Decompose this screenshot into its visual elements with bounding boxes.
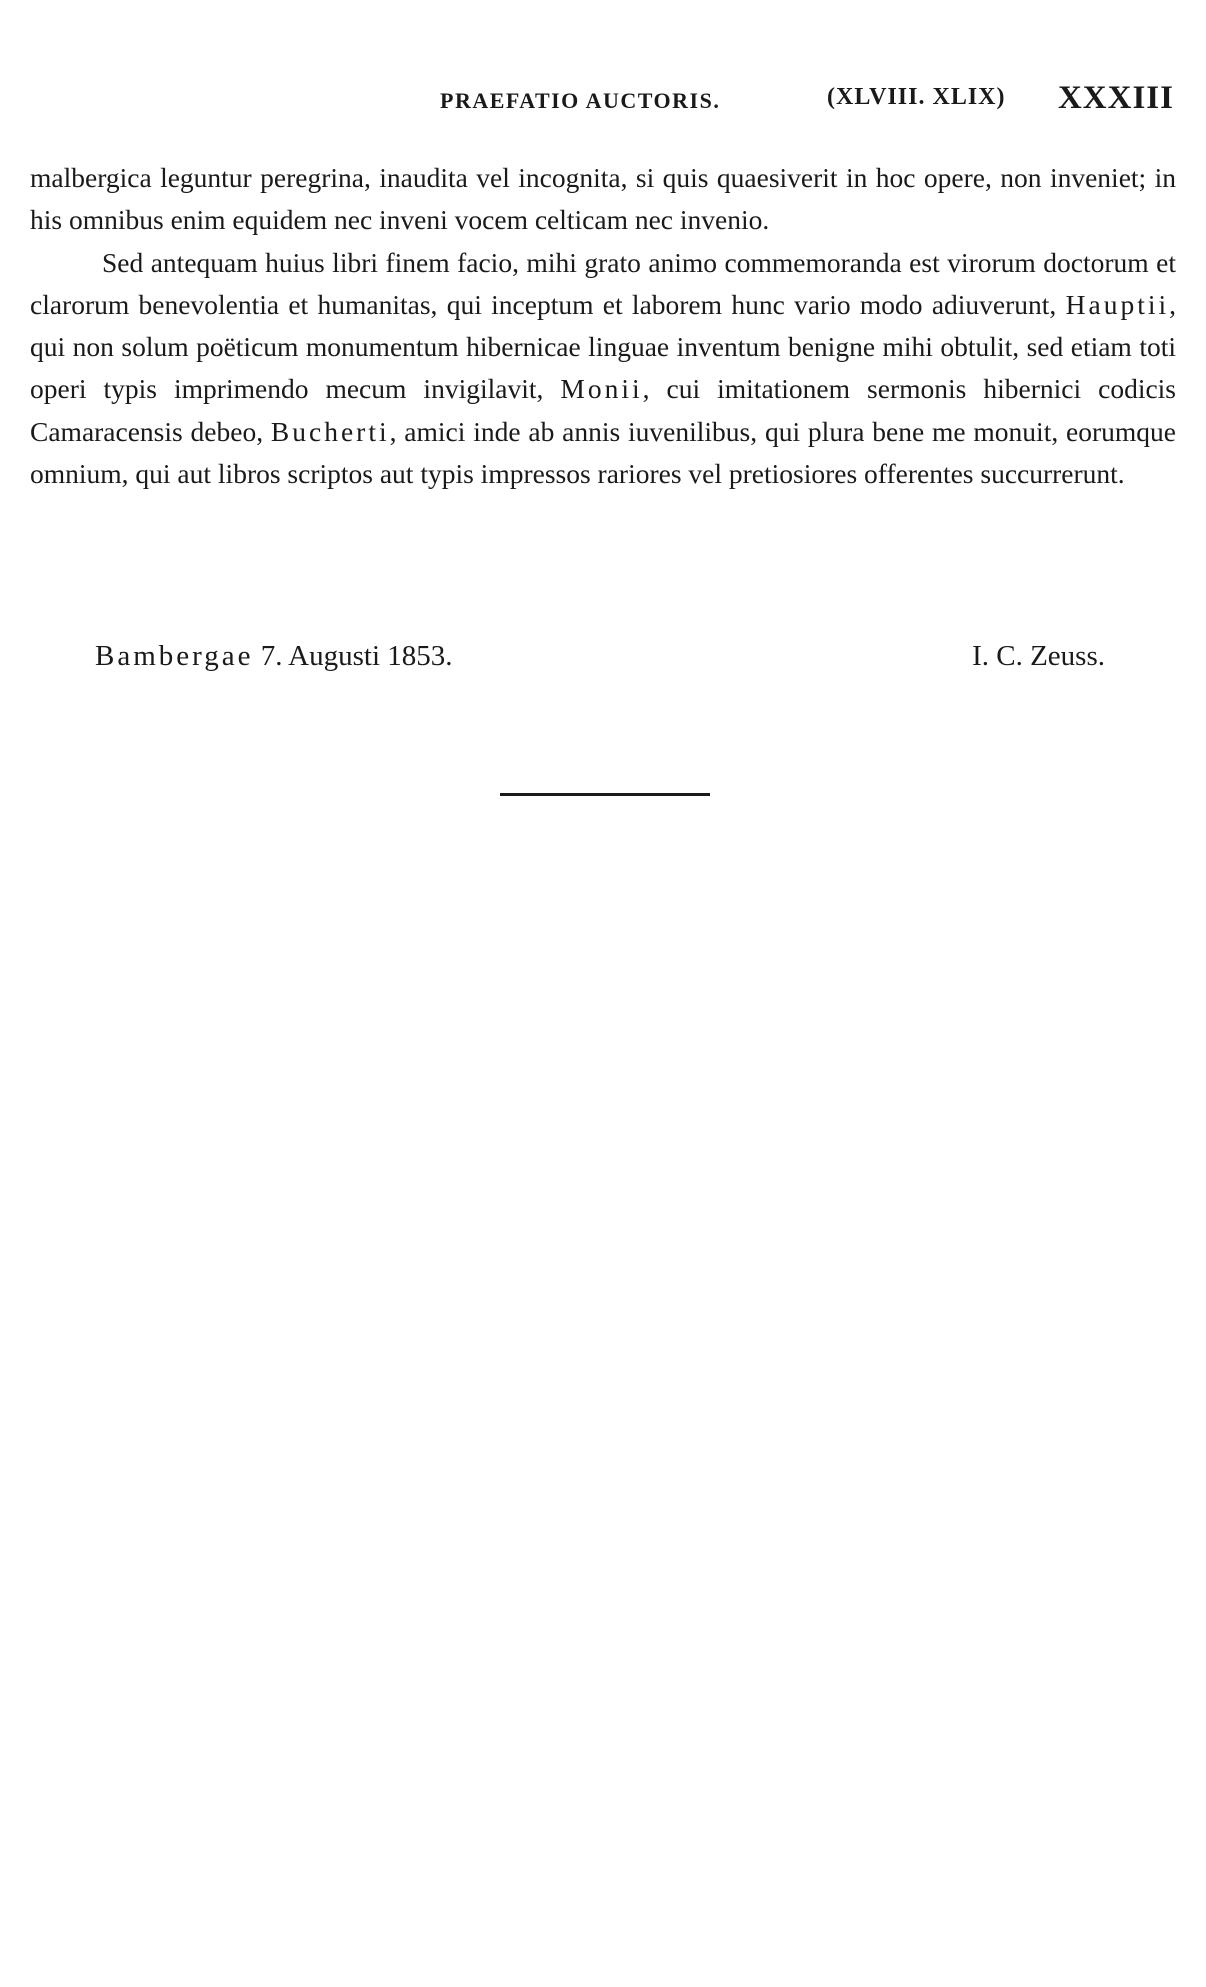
paragraph-2-text-2: , qui non solum poëticum monumentum hibernicae linguae inventum benigne mihi obtulit, sed etiam toti operi typis imprimendo mecum invigilavit,	[30, 288, 1176, 405]
place-name: Bambergae	[95, 640, 254, 672]
body-text	[30, 157, 1176, 495]
name-hauptii: Hauptii	[1065, 288, 1170, 320]
closing-rule	[500, 793, 710, 796]
date: 7. Augusti 1853.	[260, 640, 453, 672]
running-head-sections: (XLVIII. XLIX)	[827, 84, 1006, 110]
name-monii: Monii	[560, 373, 643, 405]
paragraph-2-text-1: Sed antequam huius libri finem facio, mihi grato animo commemoranda est virorum doctorum et clarorum benevolentia et humanitas, qui inceptum et laborem hunc vario modo adiuverunt,	[30, 246, 1176, 320]
author-signature: I. C. Zeuss.	[972, 640, 1105, 672]
signature-line	[95, 640, 1105, 684]
place-date	[95, 640, 453, 673]
paragraph-2-text-4: , amici inde ab annis iuvenilibus, qui plura bene me monuit, eorumque omnium, qui aut libros scriptos aut typis impressos rariores vel pretiosiores offerentes succurrerunt.	[30, 415, 1176, 490]
running-head	[30, 82, 1176, 122]
name-bucherti: Bucherti	[270, 415, 390, 447]
paragraph-1: malbergica leguntur peregrina, inaudita vel incognita, si quis quaesiverit in hoc opere, non inveniet; in his omnibus enim equidem nec inveni vocem celticam nec invenio.	[30, 162, 1176, 236]
paragraph-2	[30, 242, 1176, 496]
running-head-title: PRAEFATIO AUCTORIS.	[440, 88, 721, 113]
paragraph-2-text-3: , cui imitationem sermonis hibernici codicis Camaracensis debeo,	[30, 373, 1177, 447]
page-number: XXXIII	[1057, 80, 1174, 116]
